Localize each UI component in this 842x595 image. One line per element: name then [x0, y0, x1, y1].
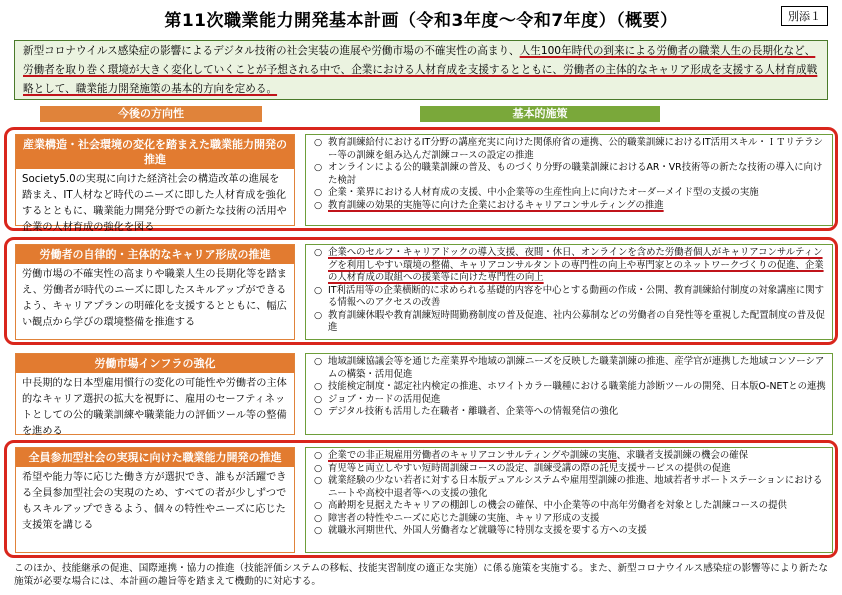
measure-item: ○ 教育訓練給付におけるIT分野の講座充実に向けた関係府省の連携、公的職業訓練におけるIT活用スキル・ＩＴリテラシー等の訓練を組み込んだ訓練コースの設定の推進	[314, 137, 823, 161]
measure-item: ○ 地域訓練協議会等を通じた産業界や地域の訓練ニーズを反映した職業訓練の推進、産学官が連携した地域コンソーシアムの構築・活用促進	[314, 356, 825, 380]
measure-item: ○ 企業での非正規雇用労働者のキャリアコンサルティングや訓練の実施、求職者支援訓練の機会の確保	[314, 450, 749, 461]
direction-box-2	[15, 244, 295, 340]
measure-item: ○ ジョブ・カードの活用促進	[314, 393, 441, 405]
measure-item: ○ 育児等と両立しやすい短時間訓練コースの設定、訓練受講の際の託児支援サービスの提供の促進	[314, 462, 731, 474]
measure-item: ○ 教育訓練休暇や教育訓練短時間勤務制度の普及促進、社内公募制などの労働者の自発性等を重視した配置制度の普及促進	[314, 309, 825, 333]
section-row-4	[4, 440, 838, 558]
measure-item: ○ IT利活用等の企業横断的に求められる基礎的内容を中心とする動画の作成・公開、教育訓練給付制度の対象講座に関する情報へのアクセスの改善	[314, 284, 824, 308]
direction-text: 中長期的な日本型雇用慣行の変化の可能性や労働者の主体的なキャリア選択の拡大を視野に、雇用のセーフティネットとしての公的職業訓練や職業能力の評価ツール等の整備を進める	[22, 378, 287, 437]
direction-title: 産業構造・社会環境の変化を踏まえた職業能力開発の推進	[16, 135, 294, 169]
direction-box-4	[15, 447, 295, 553]
measure-item: ○ オンラインによる公的職業訓練の普及、ものづくり分野の職業訓練におけるAR・VR技術等の新たな技術の導入に向けた検討	[314, 162, 823, 186]
direction-text: 労働市場の不確実性の高まりや職業人生の長期化等を踏まえ、労働者が時代のニーズに即したスキルアップができるよう、キャリアプランの明確化を支援するとともに、幅広い観点から学びの環境整備を推進する	[22, 269, 287, 328]
section-row-3	[4, 348, 838, 436]
direction-text: 希望や能力等に応じた働き方が選択でき、誰もが活躍できる全員参加型社会の実現のため、すべての者が少しずつでもスキルアップできるよう、個々の特性やニーズに応じた支援策を講じる	[22, 472, 287, 531]
direction-box-3	[15, 353, 295, 435]
intro-underlined-text: 人生100年時代の到来による労働者の職業人生の長期化など、労働者を取り巻く環境が大きく変化していくことが予想される中で、企業における人材育成を支援するとともに、労働者の主体的なキャリア形成を支援する人材育成戦略として、職業能力開発施策の基本的方向を定める。	[23, 45, 818, 95]
direction-title: 労働市場インフラの強化	[16, 354, 294, 373]
measures-box-1	[305, 134, 833, 226]
measure-item: ○ 就業経験の少ない若者に対する日本版デュアルシステムや雇用型訓練の推進、地域若者サポートステーションにおけるニートや高校中退者等への支援の強化	[314, 475, 823, 499]
measures-box-2	[305, 244, 833, 340]
attachment-tag: 別添１	[781, 6, 828, 26]
direction-title: 労働者の自律的・主体的なキャリア形成の推進	[16, 245, 294, 264]
measure-item: ○ 就職氷河期世代、外国人労働者など就職等に特別な支援を要する方への支援	[314, 525, 647, 536]
measures-box-3	[305, 353, 833, 435]
measure-item: ○ 技能検定制度・認定社内検定の推進、ホワイトカラー職種における職業能力診断ツールの開発、日本版O-NETとの連携	[314, 381, 826, 392]
footer-note: このほか、技能継承の促進、国際連携・協力の推進（技能評価システムの移転、技能実習制度の適正な実施）に係る施策を実施する。また、新型コロナウイルス感染症の影響等により新たな施策が必要な場合には、本計画の趣旨等を踏まえて機動的に対応する。	[14, 563, 828, 587]
measure-item: ○ 高齢期を見据えたキャリアの棚卸しの機会の確保、中小企業等の中高年労働者を対象とした訓練コースの提供	[314, 500, 787, 511]
direction-text: Society5.0の実現に向けた経済社会の構造改革の進展を踏まえ、IT人材など時代のニーズに即した人材育成を強化するとともに、職業能力開発分野での新たな技術の活用や企業の人材育成の強化を図る	[22, 174, 287, 233]
measure-item: ○ 企業・業界における人材育成の支援、中小企業等の生産性向上に向けたオーダーメイド型の支援の実施	[314, 187, 759, 198]
measure-item: ○ 教育訓練の効果的実施等に向けた企業におけるキャリアコンサルティングの推進	[314, 199, 664, 211]
direction-title: 全員参加型社会の実現に向けた職業能力開発の推進	[16, 448, 294, 467]
header-direction: 今後の方向性	[40, 106, 262, 122]
intro-text: 新型コロナウイルス感染症の影響によるデジタル技術の社会実装の進展や労働市場の不確実性の高まり、	[23, 45, 520, 57]
measure-item: ○ 障害者の特性やニーズに応じた訓練の実施、キャリア形成の支援	[314, 512, 600, 524]
intro-box	[14, 40, 828, 100]
measure-item: ○ 企業へのセルフ・キャリアドックの導入支援、夜間・休日、オンラインを含めた労働者個人がキャリアコンサルティングを利用しやすい環境の整備、キャリアコンサルタントの専門性の向上や専門家とのネットワークづくりの促進、企業の人材育成の取組への援業等に向けた専門性の向上	[314, 247, 824, 283]
section-row-1	[4, 127, 838, 231]
section-row-2	[4, 237, 838, 345]
header-measures: 基本的施策	[420, 106, 660, 122]
measure-item: ○ デジタル技術も活用した在職者・離職者、企業等への情報発信の強化	[314, 406, 619, 417]
measures-box-4	[305, 447, 833, 553]
page-title: 第11次職業能力開発基本計画（令和3年度～令和7年度）（概要）	[164, 11, 678, 31]
direction-box-1	[15, 134, 295, 233]
